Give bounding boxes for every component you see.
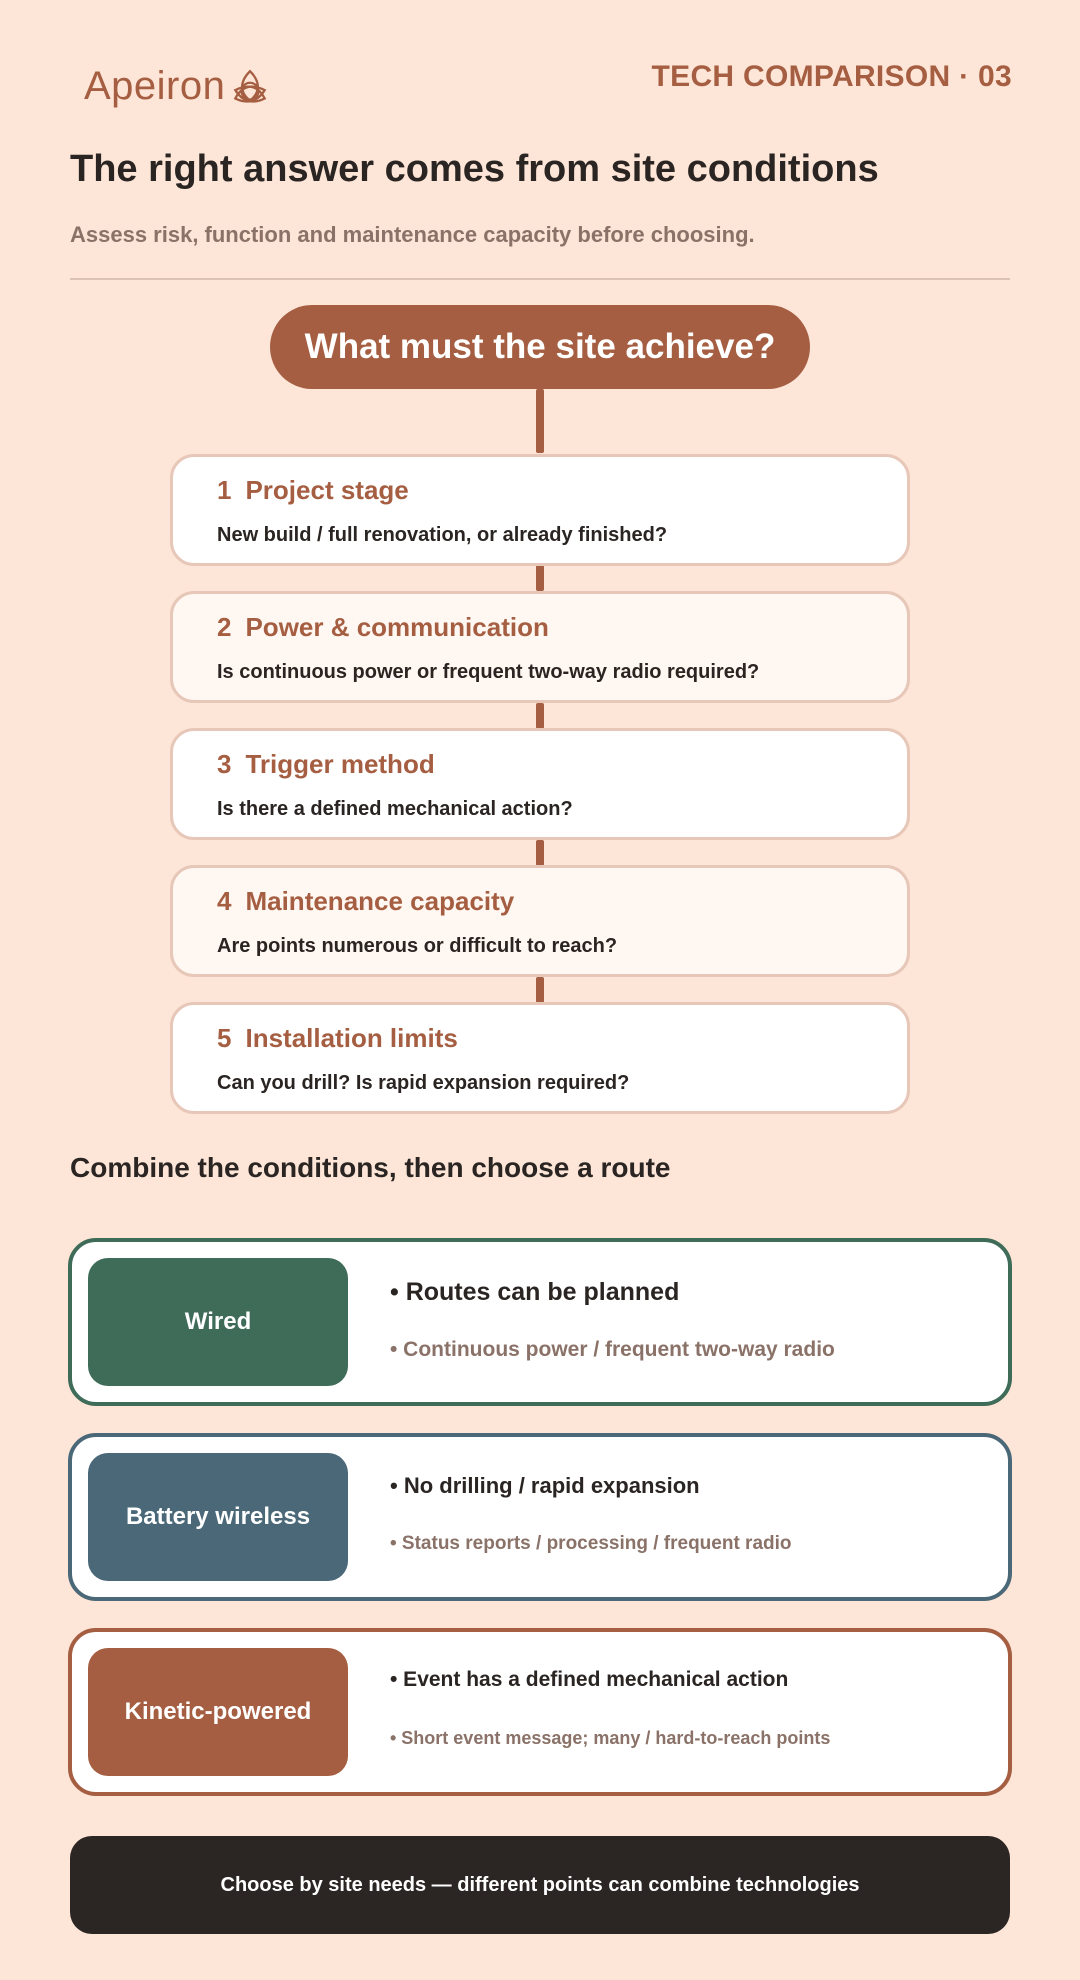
route-tag: Wired xyxy=(88,1258,348,1386)
step-number: 3 xyxy=(217,749,232,779)
route-main-point: • No drilling / rapid expansion xyxy=(390,1473,700,1498)
step-number: 5 xyxy=(217,1023,232,1053)
route-card-battery-wireless xyxy=(68,1433,1012,1601)
step-number: 1 xyxy=(217,475,232,505)
connector xyxy=(536,703,544,729)
divider xyxy=(70,278,1010,280)
question-pill: What must the site achieve? xyxy=(270,305,810,389)
connector xyxy=(536,565,544,591)
route-card-kinetic-powered xyxy=(68,1628,1012,1796)
route-tag: Battery wireless xyxy=(88,1453,348,1581)
footer-banner: Choose by site needs — different points can combine technologies xyxy=(70,1836,1010,1934)
triquetra-icon xyxy=(229,67,271,109)
route-card-wired xyxy=(68,1238,1012,1406)
route-sub-point: • Status reports / processing / frequent radio xyxy=(390,1533,792,1554)
step-title: Project stage xyxy=(245,475,409,505)
step-card xyxy=(170,591,910,703)
route-sub-point: • Short event message; many / hard-to-reach points xyxy=(390,1728,831,1748)
step-question: Are points numerous or difficult to reach? xyxy=(217,935,618,957)
connector xyxy=(536,389,544,453)
step-title: Maintenance capacity xyxy=(245,886,515,916)
page-title: The right answer comes from site conditions xyxy=(70,148,879,190)
step-question: Is there a defined mechanical action? xyxy=(217,798,573,820)
step-title: Installation limits xyxy=(245,1023,458,1053)
route-sub-point: • Continuous power / frequent two-way radio xyxy=(390,1338,835,1361)
section-kicker: TECH COMPARISON · 03 xyxy=(651,60,1012,93)
route-main-point: • Routes can be planned xyxy=(390,1278,680,1306)
connector xyxy=(536,840,544,866)
step-number: 4 xyxy=(217,886,232,916)
step-card xyxy=(170,454,910,566)
step-card xyxy=(170,865,910,977)
step-question: Is continuous power or frequent two-way radio required? xyxy=(217,661,760,683)
step-question: New build / full renovation, or already finished? xyxy=(217,524,668,546)
routes-title: Combine the conditions, then choose a route xyxy=(70,1152,671,1183)
step-title: Power & communication xyxy=(245,612,549,642)
step-number: 2 xyxy=(217,612,232,642)
step-card xyxy=(170,728,910,840)
step-title: Trigger method xyxy=(245,749,435,779)
route-main-point: • Event has a defined mechanical action xyxy=(390,1668,789,1691)
logo xyxy=(84,64,271,109)
route-tag: Kinetic-powered xyxy=(88,1648,348,1776)
step-question: Can you drill? Is rapid expansion required? xyxy=(217,1072,630,1094)
logo-text: Apeiron xyxy=(84,64,226,108)
connector xyxy=(536,977,544,1003)
page-subtitle: Assess risk, function and maintenance capacity before choosing. xyxy=(70,222,755,247)
step-card xyxy=(170,1002,910,1114)
